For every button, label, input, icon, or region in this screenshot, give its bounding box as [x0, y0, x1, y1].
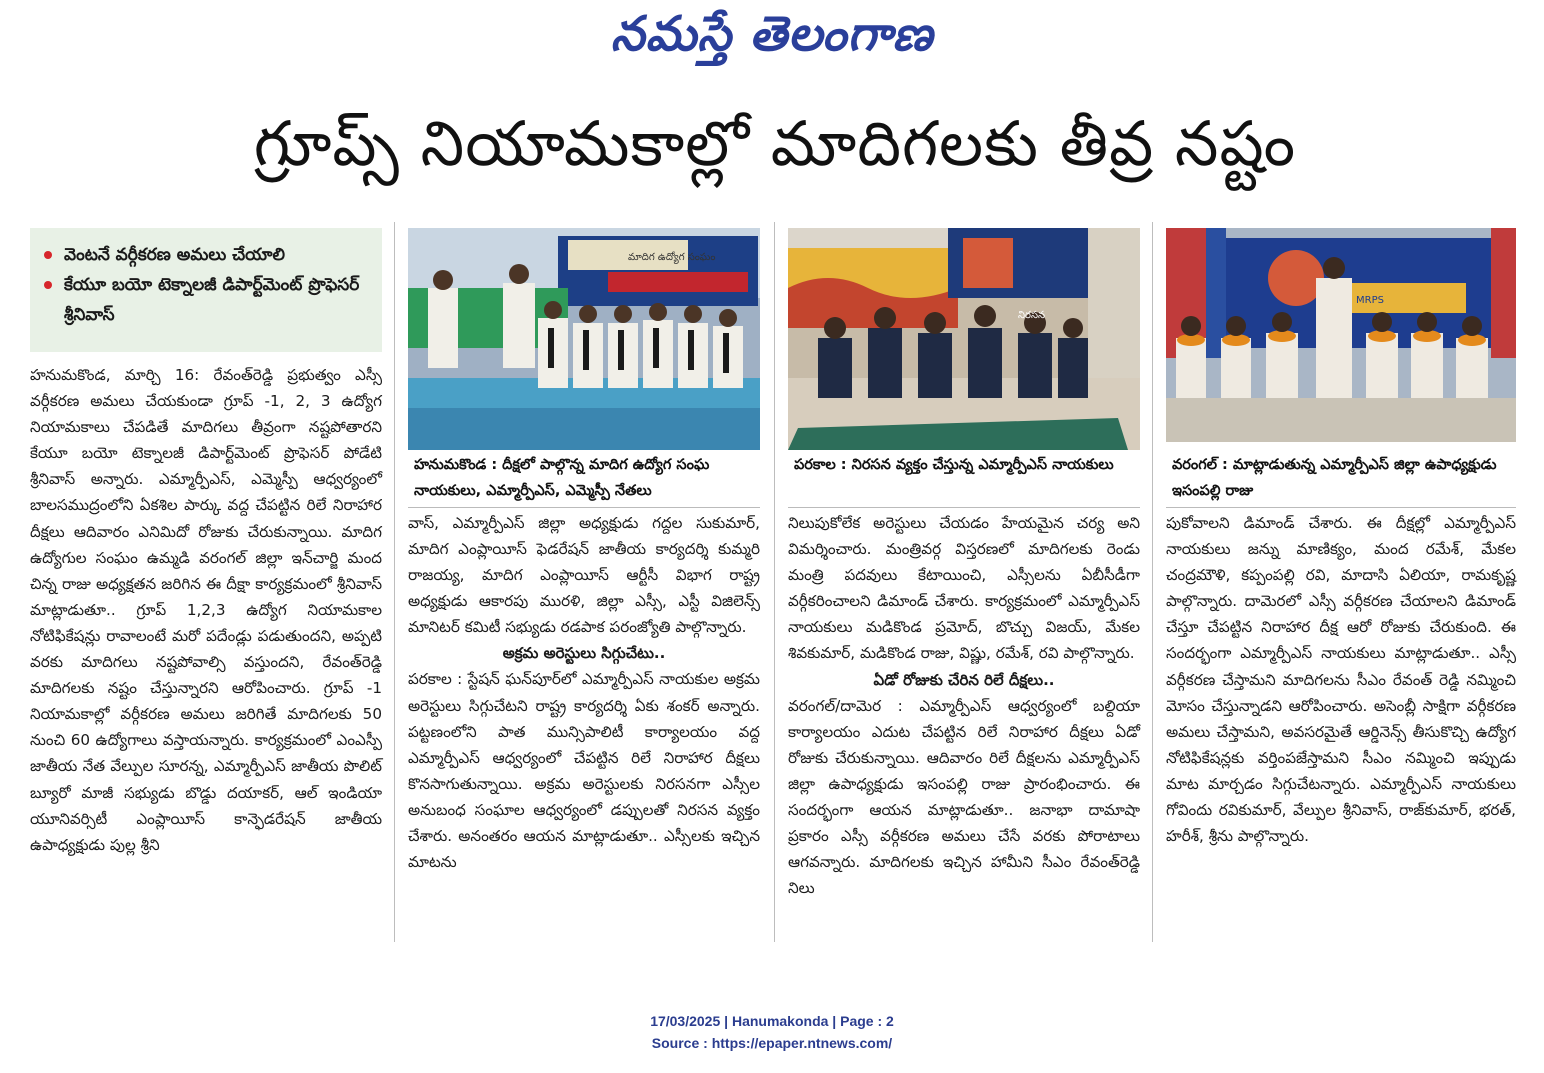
bullet-dot-icon — [44, 251, 52, 259]
photo-banner-text: మాదిగ ఉద్యోగ సంఘం — [628, 252, 716, 263]
article-paragraph: పరకాల : స్టేషన్ ఘన్‌పూర్‌లో ఎమ్మార్పీఎస్ నాయకుల అక్రమ అరెస్టులు సిగ్గుచేటని రాష్ట్ర కార్యదర్శి ఏకు శంకర్ అన్నారు. పట్టణంలోని పాత మున్సిపాలిటీ కార్యాలయం వద్ద ఎమ్మార్పీఎస్ ఆధ్వర్యంలో చేపట్టిన రిలే నిరాహార దీక్షలు కొనసాగుతున్నాయి. అక్రమ అరెస్టులకు నిరసనగా ఎస్సీల అనుబంధ సంఘాల ఆధ్వర్యంలో డప్పులతో నిరసన వ్యక్తం చేశారు. అనంతరం ఆయన మాట్లాడుతూ.. ఎస్సీలకు ఇచ్చిన మాటను — [408, 670, 760, 872]
photo-parakala — [788, 228, 1140, 450]
photo-warangal — [1166, 228, 1516, 442]
article-paragraph: వాస్, ఎమ్మార్పీఎస్ జిల్లా అధ్యక్షుడు గద్దల సుకుమార్, మాదిగ ఎంప్లాయీస్ ఫెడరేషన్ జాతీయ కార్యదర్శి కుమ్మరి రాజయ్య, మాదిగ ఎంప్లాయీస్ ఆర్టీసీ విభాగ రాష్ట్ర అధ్యక్షుడు ఆకారపు మురళి, జిల్లా ఎస్సీ, ఎస్టీ విజిలెన్స్ మానిటర్ కమిటీ సభ్యుడు రడపాక పరంజ్యోతి పాల్గొన్నారు. — [408, 514, 760, 637]
headline: గ్రూప్స్ నియామకాల్లో మాదిగలకు తీవ్ర నష్టం — [253, 107, 1297, 180]
footer-date-edition: 17/03/2025 | Hanumakonda | Page : 2 — [650, 1013, 894, 1029]
highlight-text: వెంటనే వర్గీకరణ అమలు చేయాలి — [64, 245, 285, 265]
column-divider — [1152, 222, 1153, 942]
photo-caption-hanumakonda: హనుమకొండ : దీక్షలో పాల్గొన్న మాదిగ ఉద్యోగ సంఘ నాయకులు, ఎమ్మార్పీఎస్, ఎమ్మెస్పీ నేతలు — [408, 452, 760, 508]
highlight-item — [44, 270, 372, 330]
highlights-box — [30, 228, 382, 352]
bullet-dot-icon — [44, 281, 52, 289]
photo-caption-parakala: పరకాల : నిరసన వ్యక్తం చేస్తున్న ఎమ్మార్పీఎస్ నాయకులు — [788, 452, 1140, 508]
article-column-3 — [788, 510, 1140, 901]
article-column-1 — [30, 362, 382, 858]
photo-banner-text: MRPS — [1356, 295, 1384, 306]
column-divider — [774, 222, 775, 942]
masthead-logo: నమస్తే తెలంగాణ — [610, 6, 934, 62]
article-paragraph: వరంగల్/దామెర : ఎమ్మార్పీఎస్ ఆధ్వర్యంలో బల్దియా కార్యాలయం ఎదుట చేపట్టిన రిలే నిరాహార దీక్షలు ఏడో రోజుకు చేరుకున్నాయి. ఆదివారం రిలే దీక్షలను ఎమ్మార్పీఎస్ జిల్లా ఉపాధ్యక్షుడు ఇసంపల్లి రాజు ప్రారంభించారు. ఈ సందర్భంగా ఆయన మాట్లాడుతూ.. జనాభా దామాషా ప్రకారం ఎస్సీ వర్గీకరణ అమలు చేసే వరకు పోరాటాలు ఆగవన్నారు. మాదిగలకు ఇచ్చిన హామీని సీఎం రేవంత్‌రెడ్డి నిలు — [788, 696, 1140, 898]
footer-source: Source : https://epaper.ntnews.com/ — [651, 1035, 893, 1051]
column-divider — [394, 222, 395, 942]
photo-hanumakonda — [408, 228, 760, 450]
highlight-text: కేయూ బయో టెక్నాలజీ డిపార్ట్‌మెంట్ ప్రొఫెసర్ శ్రీనివాస్ — [64, 275, 360, 325]
article-paragraph: నిలుపుకోలేక అరెస్టులు చేయడం హేయమైన చర్య అని విమర్శించారు. మంత్రివర్గ విస్తరణలో మాదిగలకు రెండు మంత్రి పదవులు కేటాయించి, ఎస్సీలను ఏబీసీడీగా వర్గీకరించాలని డిమాండ్ చేశారు. కార్యక్రమంలో ఎమ్మార్పీఎస్ నాయకులు మడికొండ ప్రమోద్, బొచ్చు విజయ్, మేకల శివకుమార్, మడికొండ రాజు, విష్ణు, రమేశ్, రవి పాల్గొన్నారు. — [788, 514, 1140, 663]
article-paragraph: హనుమకొండ, మార్చి 16: రేవంత్‌రెడ్డి ప్రభుత్వం ఎస్సీ వర్గీకరణ అమలు చేయకుండా గ్రూప్ -1, 2, 3 ఉద్యోగ నియామకాలు చేపడితే మాదిగలు తీవ్రంగా నష్టపోతారని కేయూ బయో టెక్నాలజీ డిపార్ట్‌మెంట్ ప్రొఫెసర్ పోడేటి శ్రీనివాస్ అన్నారు. ఎమ్మార్పీఎస్, ఎమ్మెస్పీ ఆధ్వర్యంలో బాలసముద్రంలోని ఏకశిల పార్కు వద్ద చేపట్టిన రిలే నిరాహార దీక్షలు ఆదివారం ఎనిమిదో రోజుకు చేరుకున్నాయి. మాదిగ ఉద్యోగుల సంఘం ఉమ్మడి వరంగల్ జిల్లా ఇన్‌చార్జి మంద చిన్న రాజు అధ్యక్షతన జరిగిన ఈ దీక్షా కార్యక్రమంలో శ్రీనివాస్ మాట్లాడుతూ.. గ్రూప్ 1,2,3 ఉద్యోగ నియామకాల నోటిఫికేషన్లు రావాలంటే మరో పదేండ్లు పడుతుందని, అప్పటి వరకు మాదిగలు నష్టపోవాల్సి వస్తుందని, రేవంత్‌రెడ్డి మాదిగలకు నష్టం చేస్తున్నారని ఆరోపించారు. గ్రూప్ -1 నియామకాల్లో వర్గీకరణ అమలు జరిగితే మాదిగలకు 50 నుంచి 60 ఉద్యోగాలు వస్తాయన్నారు. కార్యక్రమంలో ఎంఎస్పీ జాతీయ నేత వేల్పుల సూరన్న, ఎమ్మార్పీఎస్ జాతీయ పొలిట్ బ్యూరో మాజీ సభ్యుడు బొడ్డు దయాకర్, ఆల్ ఇండియా యూనివర్సిటీ ఎంప్లాయీస్ కాన్ఫెడరేషన్ జాతీయ ఉపాధ్యక్షుడు పుల్ల శ్రీని — [30, 366, 382, 854]
article-paragraph: పుకోవాలని డిమాండ్ చేశారు. ఈ దీక్షల్లో ఎమ్మార్పీఎస్ నాయకులు జన్ను మాణిక్యం, మంద రమేశ్, మేకల చంద్రమౌళి, కప్పంపల్లి రవి, మాదాసి ఏలియా, రామకృష్ణ పాల్గొన్నారు. దామెరలో ఎస్సీ వర్గీకరణ చేయాలని డిమాండ్ చేస్తూ చేపట్టిన నిరాహార దీక్ష ఆరో రోజుకు చేరుకుంది. ఈ సందర్భంగా ఎమ్మార్పీఎస్ నాయకులు మాట్లాడుతూ.. ఎస్సీ వర్గీకరణ చేస్తామని మాదిగలను సీఎం రేవంత్ రెడ్డి నమ్మించి మోసం చేస్తున్నాడని ఆరోపించారు. అసెంబ్లీ సాక్షిగా వర్గీకరణ అమలు చేస్తామని, అవసరమైతే ఆర్డినెన్స్ తీసుకొచ్చి ఉద్యోగ నోటిఫికేషన్లకు వర్తింపజేస్తామని సీఎం నమ్మించి ఇప్పుడు మాట మార్చడం సిగ్గుచేటన్నారు. ఎమ్మార్పీఎస్ నాయకులు గోవిందు రవికుమార్, వేల్పుల శ్రీనివాస్, రాజ్‌కుమార్, భరత్, హరీశ్, శ్రీను పాల్గొన్నారు. — [1166, 514, 1516, 846]
photo-caption-warangal: వరంగల్ : మాట్లాడుతున్న ఎమ్మార్పీఎస్ జిల్లా ఉపాధ్యక్షుడు ఇసంపల్లి రాజు — [1166, 452, 1516, 508]
highlight-item — [44, 240, 372, 270]
subheading: ఏడో రోజుకు చేరిన రిలే దీక్షలు.. — [873, 670, 1055, 689]
article-column-4 — [1166, 510, 1516, 849]
subheading: అక్రమ అరెస్టులు సిగ్గుచేటు.. — [502, 644, 666, 663]
photo-banner-text: నిరసన — [1018, 310, 1045, 321]
article-column-2 — [408, 510, 760, 875]
